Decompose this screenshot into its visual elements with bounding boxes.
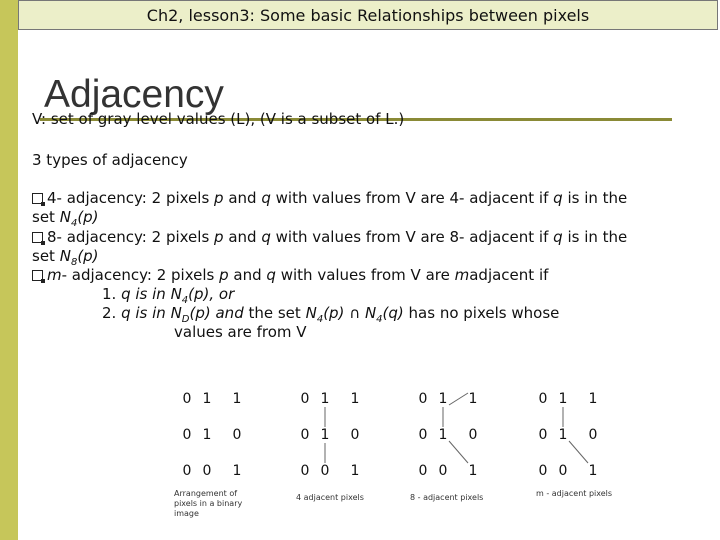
pixel-value: 1 — [350, 391, 360, 407]
pixel-value: 0 — [300, 427, 310, 443]
types-line: 3 types of adjacency — [32, 151, 188, 169]
pixel-value: 0 — [182, 391, 192, 407]
definition-line: V: set of gray level values (L), (V is a subset of L.) — [32, 110, 405, 128]
pixel-value: 0 — [438, 463, 448, 479]
pixel-value: 1 — [438, 427, 448, 443]
pixel-value: 0 — [418, 463, 428, 479]
pixel-value: 1 — [588, 391, 598, 407]
slide-header: Ch2, lesson3: Some basic Relationships between pixels — [18, 0, 718, 30]
pixel-value: 1 — [202, 391, 212, 407]
diagram-caption: 4 adjacent pixels — [296, 493, 364, 502]
pixel-value: 1 — [558, 391, 568, 407]
bullet-4-adjacency: 4- adjacency: 2 pixels p and q with values from V are 4- adjacent if q is in the — [32, 189, 627, 208]
pixel-value: 0 — [232, 427, 242, 443]
diagram-8-adjacent — [406, 385, 506, 525]
diagram-caption: m - adjacent pixels — [536, 489, 613, 498]
pixel-value: 1 — [232, 463, 242, 479]
pixel-value: 0 — [588, 427, 598, 443]
pixel-value: 0 — [418, 427, 428, 443]
left-accent-bar — [0, 0, 18, 540]
pixel-value: 1 — [350, 463, 360, 479]
pixel-value: 0 — [538, 463, 548, 479]
pixel-value: 1 — [232, 391, 242, 407]
condition-2: 2. q is in $N_D(p)$ and the set $N_4(p)$ ∩ $N_4(q)$ has no pixels whose — [102, 304, 560, 325]
pixel-value: 0 — [350, 427, 360, 443]
pixel-value: 1 — [320, 427, 330, 443]
diagram-m-adjacent — [526, 385, 626, 525]
pixel-value: 0 — [538, 391, 548, 407]
pixel-value: 1 — [468, 463, 478, 479]
pixel-value: 0 — [468, 427, 478, 443]
pixel-value: 0 — [182, 427, 192, 443]
square-bullet-icon — [32, 270, 43, 281]
pixel-value: 1 — [320, 391, 330, 407]
condition-2-cont: values are from V — [174, 323, 307, 341]
condition-1: 1. q is in $N_4(p)$, or — [102, 285, 235, 306]
diagram-binary-arrangement — [170, 385, 270, 525]
pixel-value: 1 — [558, 427, 568, 443]
pixel-value: 0 — [182, 463, 192, 479]
bullet-m-adjacency: m- adjacency: 2 pixels p and q with values from V are madjacent if — [32, 266, 548, 285]
bullet-8-adjacency-cont: set $N_8(p)$ — [32, 247, 99, 268]
pixel-value: 0 — [558, 463, 568, 479]
pixel-value: 1 — [468, 391, 478, 407]
diagram-caption: 8 - adjacent pixels — [410, 493, 484, 502]
square-bullet-icon — [32, 193, 43, 204]
pixel-value: 0 — [202, 463, 212, 479]
pixel-value: 0 — [538, 427, 548, 443]
diagram-caption: Arrangement of pixels in a binary image — [174, 489, 243, 518]
pixel-value: 1 — [438, 391, 448, 407]
pixel-value: 1 — [588, 463, 598, 479]
pixel-value: 0 — [418, 391, 428, 407]
slide-title: Adjacency — [44, 73, 224, 116]
pixel-value: 0 — [300, 463, 310, 479]
pixel-value: 0 — [300, 391, 310, 407]
pixel-value: 1 — [202, 427, 212, 443]
pixel-value: 0 — [320, 463, 330, 479]
square-bullet-icon — [32, 232, 43, 243]
diagram-4-adjacent — [288, 385, 388, 525]
bullet-4-adjacency-cont: set $N_4(p)$ — [32, 208, 99, 229]
bullet-8-adjacency: 8- adjacency: 2 pixels p and q with values from V are 8- adjacent if q is in the — [32, 228, 627, 247]
